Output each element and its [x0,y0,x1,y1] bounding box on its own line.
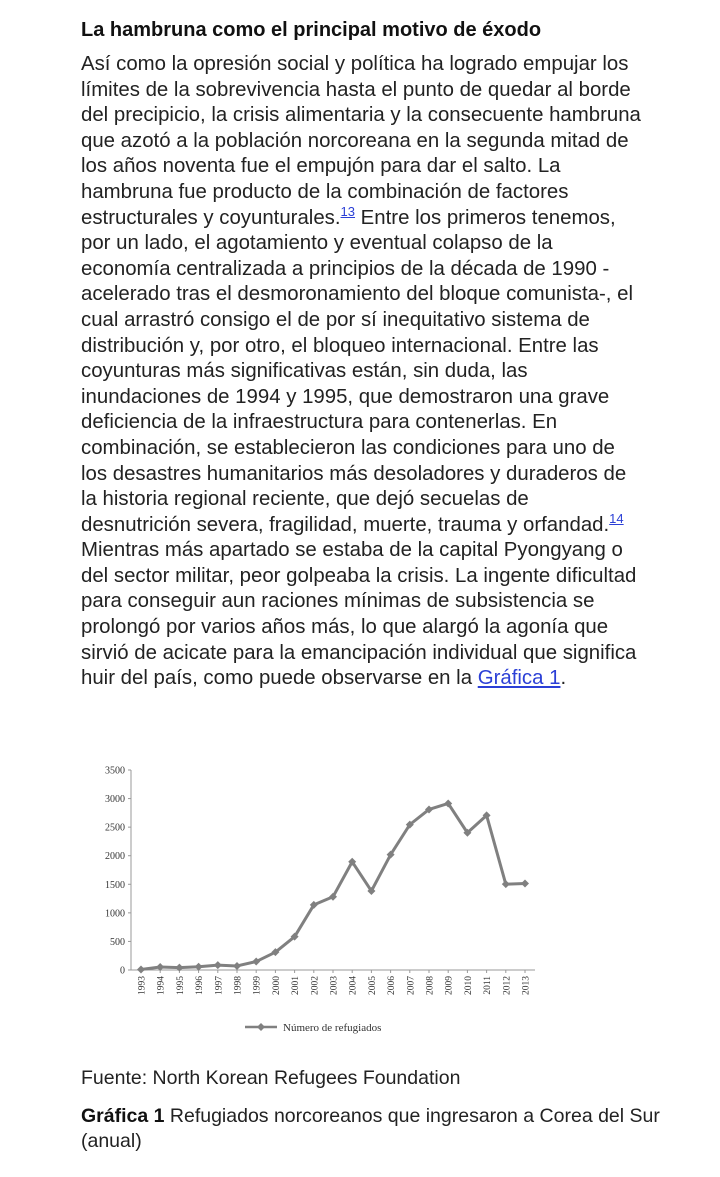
x-tick-label: 1996 [195,976,206,995]
paragraph-text-1: Así como la opresión social y política ha logrado empujar los límites de la sobrevivencia hasta el punto de quedar al borde del precipicio, la crisis alimentaria y la consecuente hambruna que azotó a la población norcoreana en la segunda mitad de los años noventa fue el empujón para dar el salto. La hambruna fue producto de la combinación de factores estructurales y coyunturales. [81,53,641,229]
series-line [141,803,525,969]
y-tick-label: 500 [110,936,125,948]
data-point [214,961,222,969]
x-tick-label: 2008 [425,976,436,995]
x-tick-label: 1993 [137,976,148,995]
chart-source: Fuente: North Korean Refugees Foundation [81,1067,461,1089]
chart-link[interactable]: Gráfica 1 [477,667,561,690]
x-tick-label: 1999 [252,976,263,995]
section-heading: La hambruna como el principal motivo de éxodo [81,19,542,41]
x-tick-label: 2012 [502,976,513,995]
footnote-link-14[interactable]: 14 [609,510,624,526]
paragraph-text-2: Entre los primeros tenemos, por un lado, el agotamiento y eventual colapso de la economía centralizada a principios de la década de 1990 -acelerado tras el desmoronamiento del bloque comunista-, el cual arrastró consigo el de por sí inequitativo sistema de distribución y, por otro, el bloqueo internacional. Entre las coyunturas más significativas están, sin duda, las inundaciones de 1994 y 1995, que demostraron una grave deficiencia de la infraestructura para contenerlas. En combinación, se establecieron las condiciones para uno de los desastres humanitarios más desoladores y duraderos de la historia regional reciente, que dejó secuelas de desnutrición severa, fragilidad, muerte, trauma y orfandad. [81,206,633,536]
x-tick-label: 2007 [406,976,417,995]
x-tick-label: 2011 [483,976,494,995]
x-tick-label: 2006 [387,976,398,995]
x-tick-label: 2013 [521,976,532,995]
y-tick-label: 3500 [105,765,125,777]
x-tick-label: 2010 [463,976,474,995]
y-tick-label: 2500 [105,822,125,834]
caption-text: Refugiados norcoreanos que ingresaron a Corea del Sur (anual) [81,1105,660,1152]
x-tick-label: 1997 [214,976,225,995]
x-tick-label: 2003 [329,976,340,995]
footnote-ref-14 [609,511,623,526]
chart-caption [81,1104,661,1154]
refugees-line-chart [95,758,545,1043]
paragraph-end: . [560,667,567,690]
legend-label: Número de refugiados [283,1022,382,1034]
x-tick-label: 1994 [156,976,167,995]
y-tick-label: 1500 [105,879,125,891]
data-point [502,880,510,888]
body-paragraph [81,52,641,692]
x-tick-label: 1998 [233,976,244,995]
caption-label: Gráfica 1 [81,1105,165,1127]
y-tick-label: 2000 [105,851,125,863]
footnote-ref-13 [341,204,355,219]
y-tick-label: 3000 [105,794,125,806]
data-point [521,879,529,887]
x-tick-label: 2002 [310,976,321,995]
x-tick-label: 1995 [175,976,186,995]
x-tick-label: 2000 [271,976,282,995]
x-tick-label: 2009 [444,976,455,995]
x-tick-label: 2005 [367,976,378,995]
data-point [233,962,241,970]
y-tick-label: 0 [120,965,125,977]
x-tick-label: 2001 [291,976,302,995]
footnote-link-13[interactable]: 13 [340,203,356,219]
y-tick-label: 1000 [105,908,125,920]
legend-marker [257,1023,265,1031]
paragraph-text-3: Mientras más apartado se estaba de la capital Pyongyang o del sector militar, peor golpeaba la crisis. La ingente dificultad para conseguir aun raciones mínimas de subsistencia se prolongó por varios años más, lo que alargó la agonía que sirvió de acicate para la emancipación individual que significa huir del país, como puede observarse en la [81,539,637,690]
x-tick-label: 2004 [348,976,359,995]
data-point [137,966,145,974]
